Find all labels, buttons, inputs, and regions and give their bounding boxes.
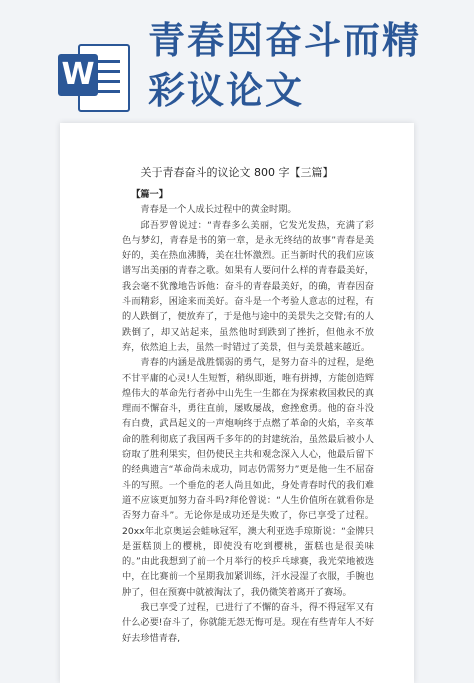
document-heading: 关于青春奋斗的议论文 800 字【三篇】 xyxy=(140,166,334,179)
paragraph: 我已享受了过程，已进行了不懈的奋斗，得不得冠军又有什么必要!奋斗了，你就能无怨无悔可是。现在有些青年人不好好去珍惜青春, xyxy=(122,602,374,644)
document-preview xyxy=(60,123,414,683)
section-label: 【篇一】 xyxy=(131,189,168,200)
word-document-icon xyxy=(58,40,128,114)
paragraph: 邱吾罗曾说过：“青春多么美丽，它发光发热，充满了彩色与梦幻，青春是书的第一章，是永无终结的故事”青春是美好的，美在热血沸腾，美在壮怀激烈。正当新时代的我们应该谱写出美丽的青春之歌。如果有人要问什么样的青春最美好，我会毫不犹豫地告诉他：奋斗的青春最美好，的确，青春因奋斗而精彩，困途来而美好。奋斗是一个考验人意志的过程，有的人跌倒了，便放弃了，于是他与途中的美景失之交臂;有的人跌倒了，却又站起来，虽然他时到跌到了挫折，但他永不放弃，依然追上去，虽然一时错过了美景，但与美景越来越近。 xyxy=(122,219,374,353)
word-logo-letter: W xyxy=(58,54,98,96)
page-title: 青春因奋斗而精彩议论文 xyxy=(148,19,421,112)
paragraph: 青春是一个人成长过程中的黄金时期。 xyxy=(140,204,297,216)
document-body xyxy=(122,187,374,646)
header-banner xyxy=(0,0,474,120)
paragraph: 青春的内涵是战胜懦弱的勇气，是努力奋斗的过程，是绝不甘平庸的心灵!人生短暂，稍纵即逝，唯有拼搏，方能创造辉煌伟大的革命先行者孙中山先生一生都在为探索救国救民的真理而不懈奋斗，勇往直前，屡败屡战，愈挫愈勇。他的奋斗没有白费，武昌起义的一声炮响终于点燃了革命的火焰，辛亥革命的胜利彻底了我国两千多年的的封建统治，虽然最后被小人窃取了胜利果实，但仍使民主共和观念深入人心，他最后留下的经典遗言“革命尚未成功，同志仍需努力”更是他一生不屈奋斗的写照。一个垂危的老人尚且如此，身处青春时代的我们难道不应该更加努力奋斗吗?拜伦曾说：“人生价值所在就看你是否努力奋斗”。无论你是成功还是失败了，你已享受了过程。20xx年北京奥运会蛙咏冠军，澳大利亚选手琼斯说：“金牌只是蛋糕顶上的樱桃，即使没有吃到樱桃，蛋糕也是很美味的。”由此我想到了前一个月举行的校乒乓球赛，我光荣地被选中，在比赛前一个星期我加紧训练，汗水浸湿了衣服，手腕也肿了，但在预赛中就被淘汰了，我仍微笑着离开了赛场。 xyxy=(122,357,374,598)
